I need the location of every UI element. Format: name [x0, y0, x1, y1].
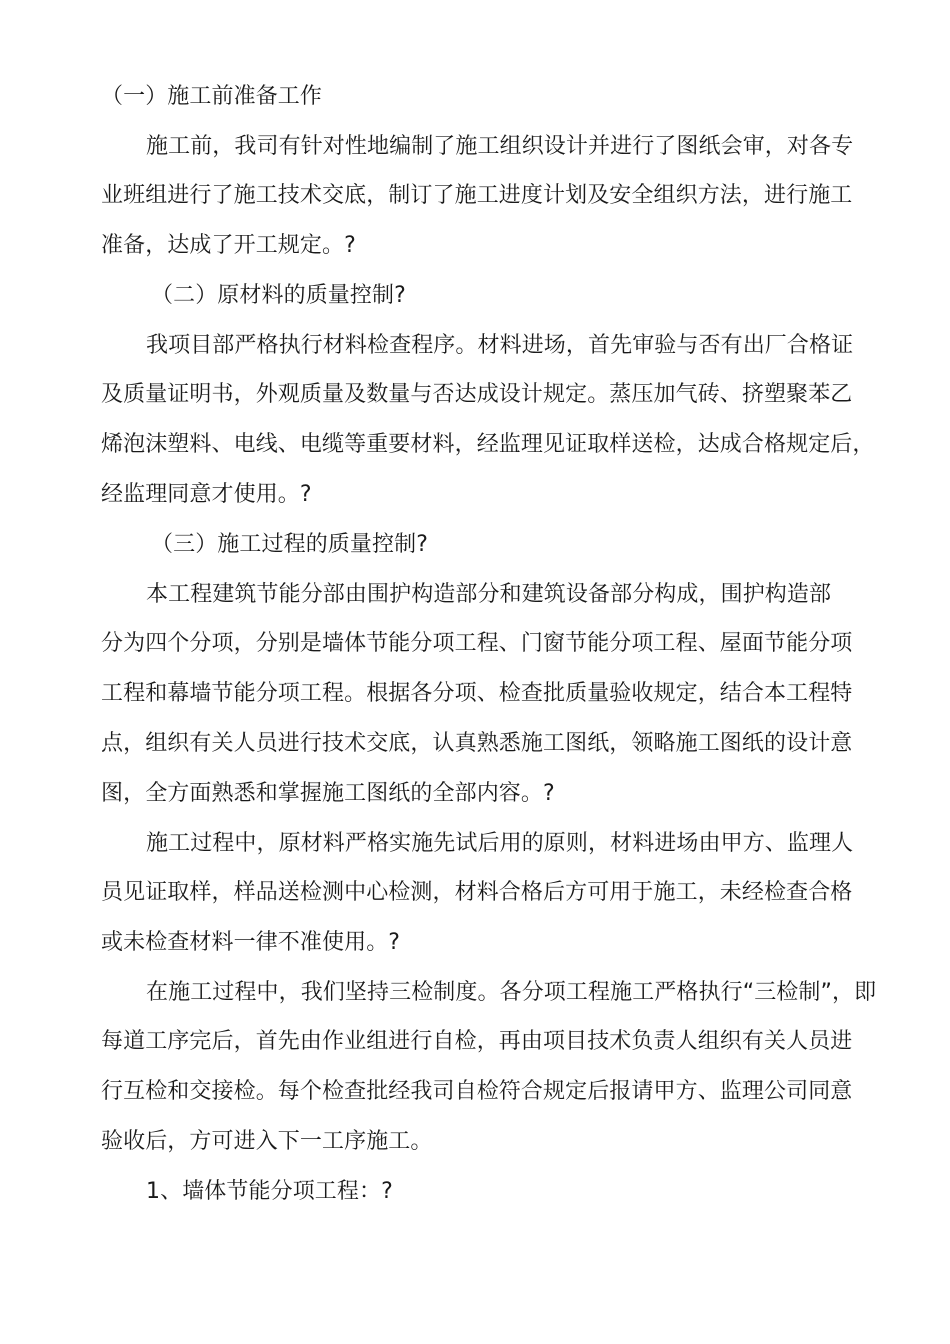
section-heading-3: （三）施工过程的质量控制? [151, 532, 428, 557]
paragraph-line: 烯泡沫塑料、电线、电缆等重要材料，经监理见证取样送检，达成合格规定后， [101, 432, 875, 457]
paragraph-line: 每道工序完后，首先由作业组进行自检，再由项目技术负责人组织有关人员进 [101, 1029, 853, 1054]
paragraph-line: 点，组织有关人员进行技术交底，认真熟悉施工图纸，领略施工图纸的设计意 [101, 731, 853, 756]
paragraph-line: 行互检和交接检。每个检查批经我司自检符合规定后报请甲方、监理公司同意 [101, 1079, 853, 1104]
paragraph-line: 我项目部严格执行材料检查程序。材料进场，首先审验与否有出厂合格证 [146, 333, 854, 358]
paragraph-line: 准备，达成了开工规定。? [101, 233, 356, 258]
paragraph-line: 员见证取样，样品送检测中心检测，材料合格后方可用于施工，未经检查合格 [101, 880, 853, 905]
paragraph-line: 经监理同意才使用。? [101, 482, 312, 507]
paragraph-line: 本工程建筑节能分部由围护构造部分和建筑设备部分构成，围护构造部 [146, 582, 832, 607]
paragraph-line: 图，全方面熟悉和掌握施工图纸的全部内容。? [101, 781, 555, 806]
paragraph-line: 工程和幕墙节能分项工程。根据各分项、检查批质量验收规定，结合本工程特 [101, 681, 853, 706]
paragraph-line: 或未检查材料一律不准使用。? [101, 930, 401, 955]
paragraph-line: 分为四个分项，分别是墙体节能分项工程、门窗节能分项工程、屋面节能分项 [101, 631, 853, 656]
section-heading-2: （二）原材料的质量控制? [151, 283, 406, 308]
paragraph-line: 业班组进行了施工技术交底，制订了施工进度计划及安全组织方法，进行施工 [101, 183, 853, 208]
paragraph-line: 施工前，我司有针对性地编制了施工组织设计并进行了图纸会审，对各专 [146, 134, 854, 159]
paragraph-line: 验收后，方可进入下一工序施工。 [101, 1129, 433, 1154]
paragraph-line: 施工过程中，原材料严格实施先试后用的原则，材料进场由甲方、监理人 [146, 831, 854, 856]
paragraph-line: 及质量证明书，外观质量及数量与否达成设计规定。蒸压加气砖、挤塑聚苯乙 [101, 382, 853, 407]
section-heading-1: （一）施工前准备工作 [101, 84, 323, 109]
subsection-heading: 1、墙体节能分项工程：? [146, 1179, 393, 1204]
paragraph-line: 在施工过程中，我们坚持三检制度。各分项工程施工严格执行“三检制”，即 [146, 980, 877, 1005]
